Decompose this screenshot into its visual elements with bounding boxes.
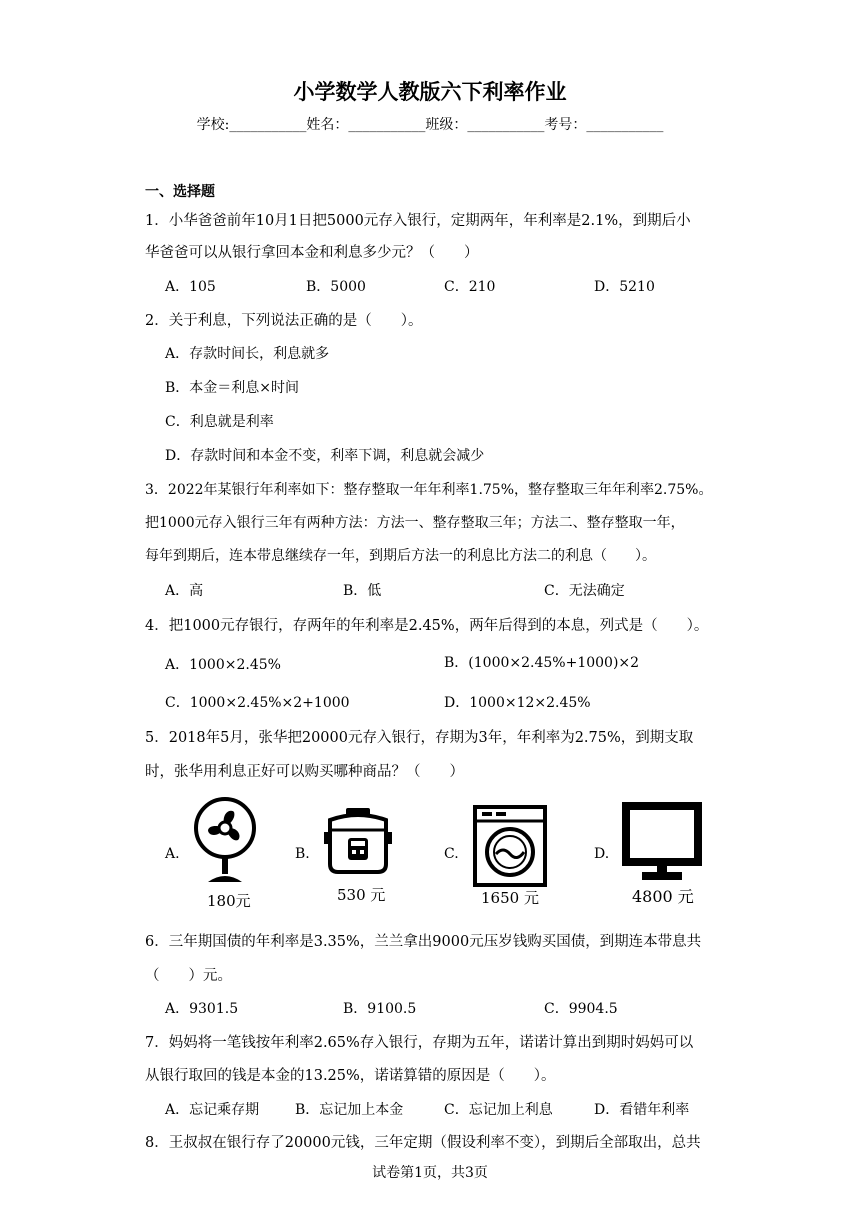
q3-option-c: C．无法确定 xyxy=(544,583,625,599)
q5-price-a: 180元 xyxy=(207,892,251,910)
q7-option-c: C．忘记加上利息 xyxy=(444,1102,553,1118)
page-title: 小学数学人教版六下利率作业 xyxy=(293,80,567,104)
question-6-line-1: 6．三年期国债的年利率是3.35%，兰兰拿出9000元压岁钱购买国债，到期连本带息共 xyxy=(145,934,702,950)
q5-option-b: B. xyxy=(295,846,310,862)
q6-option-b: B．9100.5 xyxy=(343,1001,417,1017)
page-number: 试卷第1页，共3页 xyxy=(372,1165,488,1181)
question-8-line-1: 8．王叔叔在银行存了20000元钱，三年定期（假设利率不变），到期后全部取出，总共 xyxy=(145,1135,701,1151)
q4-option-b: B．(1000×2.45%+1000)×2 xyxy=(444,655,640,671)
question-6-line-2: （ ）元。 xyxy=(145,968,232,984)
q5-option-a: A. xyxy=(165,846,180,862)
q1-option-d: D．5210 xyxy=(594,279,655,295)
monitor-icon xyxy=(622,802,702,882)
q7-option-b: B．忘记加上本金 xyxy=(295,1102,404,1118)
q2-option-c: C．利息就是利率 xyxy=(165,414,274,430)
question-2-line-1: 2．关于利息，下列说法正确的是（ ）。 xyxy=(145,313,423,329)
question-1-line-2: 华爸爸可以从银行拿回本金和利息多少元？（ ） xyxy=(145,245,479,261)
question-5-line-2: 时，张华用利息正好可以购买哪种商品？（ ） xyxy=(145,764,464,780)
question-3-line-1: 3．2022年某银行年利率如下：整存整取一年年利率1.75%，整存整取三年年利率2.75%。 xyxy=(145,482,713,498)
q2-option-d: D．存款时间和本金不变，利率下调，利息就会减少 xyxy=(165,448,485,464)
washing-machine-icon xyxy=(472,804,548,888)
q1-option-b: B．5000 xyxy=(306,279,366,295)
question-3-line-2: 把1000元存入银行三年有两种方法：方法一、整存整取三年；方法二、整存整取一年， xyxy=(145,515,685,531)
question-1-line-1: 1．小华爸爸前年10月1日把5000元存入银行，定期两年，年利率是2.1%，到期后小 xyxy=(145,213,691,229)
q4-option-d: D．1000×12×2.45% xyxy=(444,695,591,711)
question-4-line-1: 4．把1000元存银行，存两年的年利率是2.45%，两年后得到的本息，列式是（ ）。 xyxy=(145,618,709,634)
question-5-line-1: 5．2018年5月，张华把20000元存入银行，存期为3年，年利率为2.75%，到期支取 xyxy=(145,730,694,746)
q4-option-a: A．1000×2.45% xyxy=(165,657,281,673)
question-7-line-2: 从银行取回的钱是本金的13.25%，诺诺算错的原因是（ ）。 xyxy=(145,1068,556,1084)
student-info-line: 学校:___________姓名：___________班级：___________考号：___________ xyxy=(196,117,664,133)
section-heading: 一、选择题 xyxy=(145,184,215,200)
q5-option-c: C. xyxy=(444,846,459,862)
q7-option-a: A．忘记乘存期 xyxy=(165,1102,260,1118)
q3-option-a: A．高 xyxy=(165,583,204,599)
q2-option-a: A．存款时间长，利息就多 xyxy=(165,346,330,362)
q3-option-b: B．低 xyxy=(343,583,382,599)
q6-option-a: A．9301.5 xyxy=(165,1001,239,1017)
q5-price-c: 1650 元 xyxy=(481,889,539,907)
q5-option-d: D. xyxy=(594,846,610,862)
q6-option-c: C．9904.5 xyxy=(544,1001,618,1017)
q2-option-b: B．本金＝利息×时间 xyxy=(165,380,300,396)
electric-fan-icon xyxy=(190,796,260,888)
question-3-line-3: 每年到期后，连本带息继续存一年，到期后方法一的利息比方法二的利息（ ）。 xyxy=(145,548,656,564)
question-7-line-1: 7．妈妈将一笔钱按年利率2.65%存入银行，存期为五年，诺诺计算出到期时妈妈可以 xyxy=(145,1035,694,1051)
q5-price-d: 4800 元 xyxy=(632,887,694,906)
q1-option-c: C．210 xyxy=(444,279,496,295)
q5-price-b: 530 元 xyxy=(337,886,386,904)
q7-option-d: D．看错年利率 xyxy=(594,1102,690,1118)
q4-option-c: C．1000×2.45%×2+1000 xyxy=(165,695,350,711)
rice-cooker-icon xyxy=(322,806,394,876)
q1-option-a: A．105 xyxy=(165,279,216,295)
